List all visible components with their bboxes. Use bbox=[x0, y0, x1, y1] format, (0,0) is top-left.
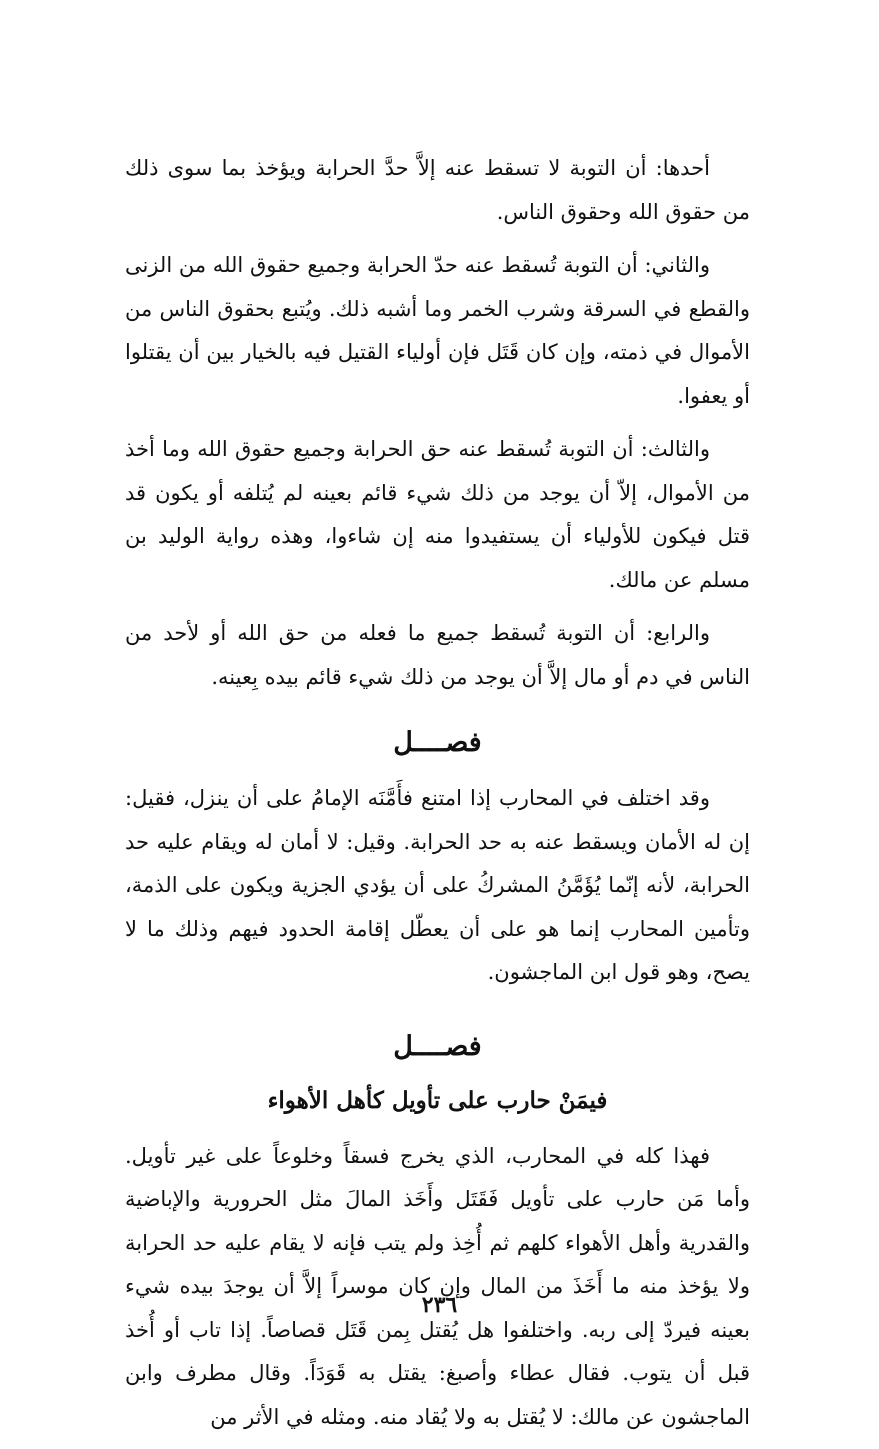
paragraph-first-opinion: أحدها: أن التوبة لا تسقط عنه إلاَّ حدَّ الحرابة ويؤخذ بما سوى ذلك من حقوق الله وحقوق الناس. bbox=[125, 156, 750, 224]
section-heading-2: فصــــل bbox=[393, 1030, 482, 1062]
paragraph-second-opinion: والثاني: أن التوبة تُسقط عنه حدّ الحرابة وجميع حقوق الله من الزنى والقطع في السرقة وشرب الخمر وما أشبه ذلك. ويُتبع بحقوق الناس من الأموال في ذمته، وإن كان قَتَل فإن أولياء القتيل فيه بالخيار بين أن يقتلوا أو يعفوا. bbox=[125, 253, 750, 408]
paragraph-third-opinion: والثالث: أن التوبة تُسقط عنه حق الحرابة وجميع حقوق الله وما أخذ من الأموال، إلاّ أن يوجد من ذلك شيء قائم بعينه لم يُتلفه أو يكون قد قتل فيكون للأولياء أن يستفيدوا منه إن شاءوا، وهذه رواية الوليد بن مسلم عن مالك. bbox=[125, 437, 750, 592]
paragraph-fourth-opinion: والرابع: أن التوبة تُسقط جميع ما فعله من حق الله أو لأحد من الناس في دم أو مال إلاَّ أن يوجد من ذلك شيء قائم بيده بِعينه. bbox=[125, 621, 750, 689]
section-heading-1: فصــــل bbox=[393, 727, 482, 758]
page-number: ٢٣٦ bbox=[421, 1292, 458, 1318]
page-body bbox=[125, 147, 750, 1449]
section-1-paragraph: وقد اختلف في المحارب إذا امتنع فأَمَّنَه الإمامُ على أن ينزل، فقيل: إن له الأمان ويسقط عنه به حد الحرابة. وقيل: لا أمان له ويقام عليه حد الحرابة، لأنه إنّما يُؤَمَّنُ المشركُ على أن يؤدي الجزية ويكون على الذمة، وتأمين المحارب إنما هو على أن يعطّل إقامة الحدود فيهم وذلك ما لا يصح، وهو قول ابن الماجشون. bbox=[125, 786, 750, 984]
section-2-paragraph: فهذا كله في المحارب، الذي يخرج فسقاً وخلوعاً على غير تأويل. وأما مَن حارب على تأويل فَقَتَل وأَخَذ المالَ مثل الحرورية والإباضية والقدرية وأهل الأهواء كلهم ثم أُخِذ ولم يتب فإنه لا يقام عليه حد الحرابة ولا يؤخذ منه ما أَخَذَ من المال وإن كان موسراً إلاَّ أن يوجدَ بيده شيء بعينه فيردّ إلى ربه. واختلفوا هل يُقتل بِمن قَتَل قصاصاً. إذا تاب أو أُخذ قبل أن يتوب. فقال عطاء وأصبغ: يقتل به قَوَدَاً. وقال مطرف وابن الماجشون عن مالك: لا يُقتل به ولا يُقاد منه. ومثله في الأثر من bbox=[125, 1143, 750, 1429]
section-2-subheading: فيمَنْ حارب على تأويل كأهل الأهواء bbox=[267, 1086, 608, 1114]
